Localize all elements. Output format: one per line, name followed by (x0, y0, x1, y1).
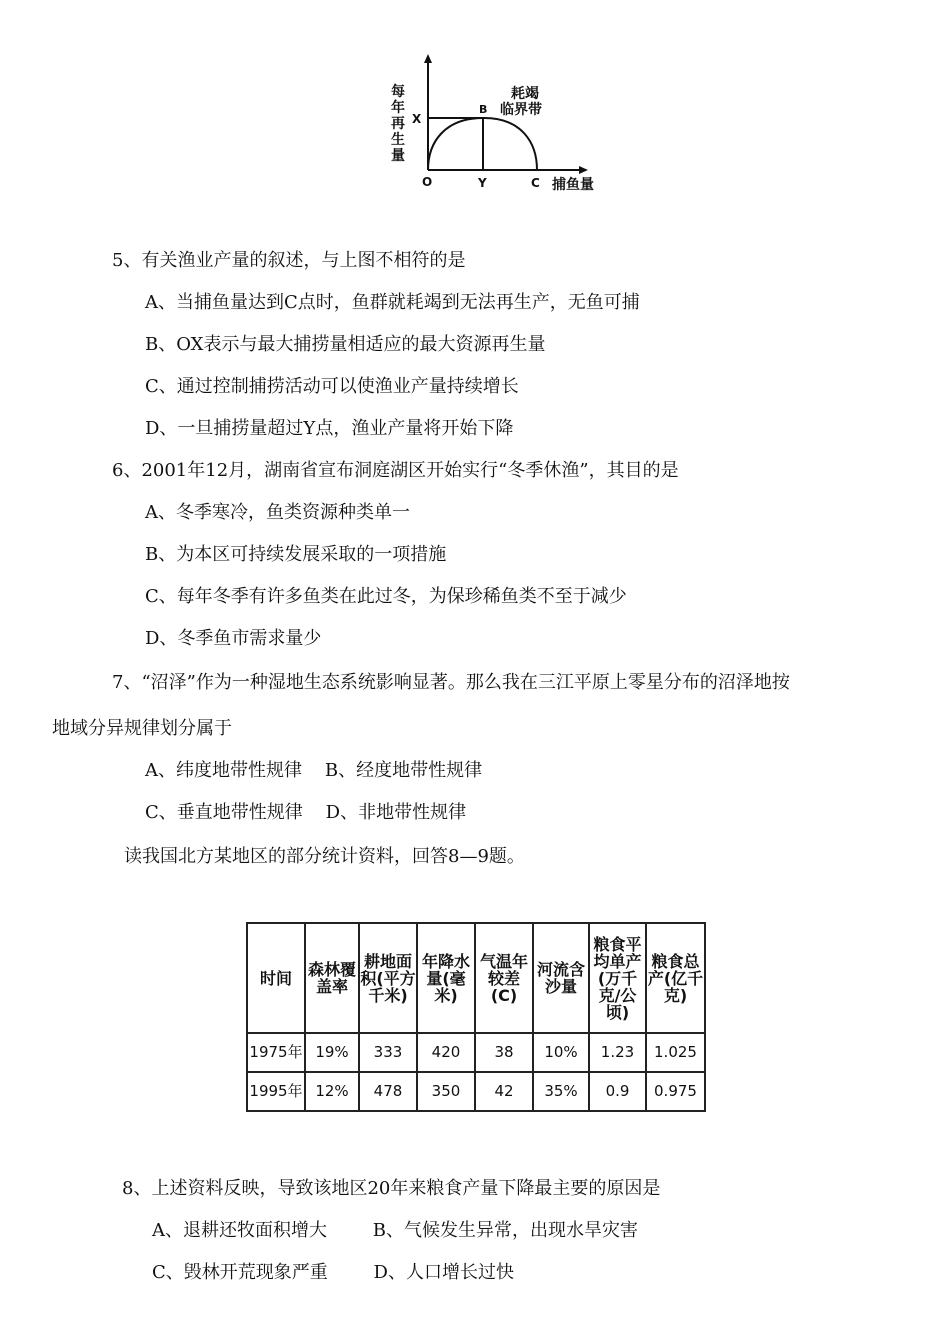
y-axis-label-2: 年 (391, 100, 405, 116)
x-mark-label: X (412, 112, 422, 126)
y-axis-arrow (424, 54, 432, 63)
table-cell: 478 (359, 1072, 417, 1111)
b-mark-label: B (479, 103, 488, 116)
header-temp-range: 气温年较差(C) (475, 923, 533, 1033)
table-cell: 1.23 (589, 1033, 646, 1072)
statistics-table (246, 922, 706, 1112)
q6-stem: 6、2001年12月，湖南省宣布洞庭湖区开始实行“冬季休渔”，其目的是 (112, 460, 679, 481)
table-cell: 42 (475, 1072, 533, 1111)
q7-options-ab: A、纬度地带性规律 B、经度地带性规律 (145, 760, 483, 781)
q6-option-c: C、每年冬季有许多鱼类在此过冬，为保珍稀鱼类不至于减少 (145, 586, 627, 607)
table-row (247, 1033, 705, 1072)
q5-option-a: A、当捕鱼量达到C点时，鱼群就耗竭到无法再生产，无鱼可捕 (145, 292, 640, 313)
table-cell: 350 (417, 1072, 475, 1111)
table-cell: 35% (533, 1072, 589, 1111)
q7-stem-line2: 地域分异规律划分属于 (52, 718, 232, 739)
header-time: 时间 (247, 923, 305, 1033)
x-axis-label: 捕鱼量 (552, 177, 594, 193)
table-cell: 19% (305, 1033, 359, 1072)
q7-stem-line1: 7、“沼泽”作为一种湿地生态系统影响显著。那么我在三江平原上零星分布的沼泽地按 (112, 672, 790, 693)
table-cell: 1975年 (247, 1033, 305, 1072)
zone-label-1: 耗竭 (511, 86, 539, 102)
intro-8-9: 读我国北方某地区的部分统计资料，回答8—9题。 (124, 846, 525, 867)
q8-options-cd: C、毁林开荒现象严重 D、人口增长过快 (152, 1262, 514, 1283)
q5-stem: 5、有关渔业产量的叙述，与上图不相符的是 (112, 250, 466, 271)
y-axis-label-1: 每 (391, 84, 405, 100)
y-axis-label-3: 再 (391, 116, 405, 132)
header-farmland-area: 耕地面积(平方千米) (359, 923, 417, 1033)
q5-option-b: B、OX表示与最大捕捞量相适应的最大资源再生量 (145, 334, 546, 355)
fishery-regeneration-figure (385, 52, 615, 200)
q6-option-a: A、冬季寒冷，鱼类资源种类单一 (145, 502, 410, 523)
table-cell: 420 (417, 1033, 475, 1072)
q8-options-ab: A、退耕还牧面积增大 B、气候发生异常，出现水旱灾害 (152, 1220, 638, 1241)
table-header-row (247, 923, 705, 1033)
q5-option-c: C、通过控制捕捞活动可以使渔业产量持续增长 (145, 376, 519, 397)
header-precipitation: 年降水量(毫米) (417, 923, 475, 1033)
header-grain-yield: 粮食平均单产(万千克/公顷) (589, 923, 646, 1033)
table-cell: 333 (359, 1033, 417, 1072)
table-row (247, 1072, 705, 1111)
q6-option-d: D、冬季鱼市需求量少 (145, 628, 322, 649)
x-axis-arrow (579, 166, 588, 174)
table-cell: 1.025 (646, 1033, 705, 1072)
table-cell: 1995年 (247, 1072, 305, 1111)
table-cell: 10% (533, 1033, 589, 1072)
y-mark-label: Y (478, 176, 487, 190)
table-cell: 0.975 (646, 1072, 705, 1111)
table-cell: 12% (305, 1072, 359, 1111)
q8-stem: 8、上述资料反映，导致该地区20年来粮食产量下降最主要的原因是 (122, 1178, 661, 1199)
header-grain-total: 粮食总产(亿千克) (646, 923, 705, 1033)
y-axis-label-4: 生 (391, 132, 405, 148)
q5-option-d: D、一旦捕捞量超过Y点，渔业产量将开始下降 (145, 418, 514, 439)
header-forest-cover: 森林覆盖率 (305, 923, 359, 1033)
y-axis-label-5: 量 (391, 148, 405, 164)
c-mark-label: C (531, 176, 540, 190)
table-cell: 38 (475, 1033, 533, 1072)
origin-label: O (422, 175, 433, 189)
q6-option-b: B、为本区可持续发展采取的一项措施 (145, 544, 447, 565)
zone-label-2: 临界带 (500, 102, 542, 118)
table-cell: 0.9 (589, 1072, 646, 1111)
header-sediment: 河流含沙量 (533, 923, 589, 1033)
q7-options-cd: C、垂直地带性规律 D、非地带性规律 (145, 802, 467, 823)
